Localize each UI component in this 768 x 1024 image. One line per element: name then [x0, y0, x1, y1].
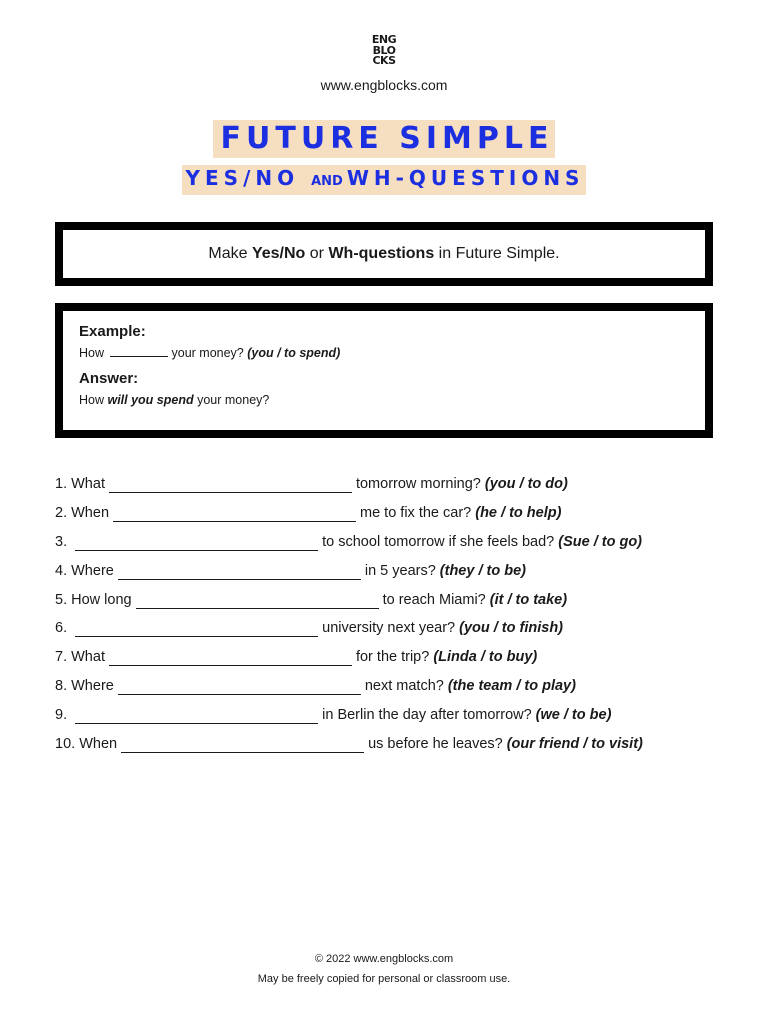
- exercise-hint: (the team / to play): [447, 677, 576, 694]
- exercise-hint: (it / to take): [489, 591, 568, 608]
- exercise-hint: (they / to be): [439, 562, 526, 579]
- exercise-row: 1. What tomorrow morning? (you / to do): [55, 476, 568, 493]
- exercise-row: 7. What for the trip? (Linda / to buy): [55, 649, 538, 666]
- answer-heading: Answer:: [79, 370, 139, 387]
- answer-blank[interactable]: [118, 562, 361, 580]
- logo-line-1: ENG: [371, 33, 397, 46]
- title-block: [0, 120, 768, 158]
- exercise-row: 3. to school tomorrow if she feels bad? (Sue / to go): [55, 533, 643, 550]
- answer-blank[interactable]: [113, 504, 356, 522]
- exercise-row: 5. How long to reach Miami? (it / to take): [55, 591, 568, 608]
- exercise-hint: (he / to help): [475, 505, 562, 522]
- exercise-row: 9. in Berlin the day after tomorrow? (we / to be): [55, 706, 612, 723]
- answer-blank[interactable]: [75, 706, 318, 724]
- page-subtitle: [182, 165, 587, 195]
- exercise-row: 2. When me to fix the car? (he / to help): [55, 505, 562, 522]
- answer-blank[interactable]: [109, 648, 352, 666]
- answer-blank[interactable]: [136, 591, 379, 609]
- answer-blank[interactable]: [75, 533, 318, 551]
- example-sentence: How your money? (you / to spend): [79, 346, 341, 360]
- answer-sentence: How will you spend your money?: [79, 393, 270, 407]
- subtitle-and: AND: [311, 174, 343, 189]
- engblocks-logo: [369, 35, 399, 67]
- example-box: [55, 303, 713, 438]
- footer-copyright: © 2022 www.engblocks.com: [314, 953, 454, 965]
- page-title: FUTURE SIMPLE: [213, 120, 556, 158]
- exercise-hint: (we / to be): [535, 706, 612, 723]
- example-heading: Example:: [79, 323, 146, 340]
- exercise-row: 8. Where next match? (the team / to play): [55, 677, 576, 694]
- exercise-row: 6. university next year? (you / to finish): [55, 620, 564, 637]
- answer-blank[interactable]: [75, 619, 318, 637]
- subtitle-part-1: YES/NO: [185, 166, 300, 190]
- logo-line-2: BLO: [372, 43, 396, 57]
- instruction-text: Make Yes/No or Wh-questions in Future Simple.: [208, 245, 560, 262]
- subtitle-block: [0, 165, 768, 195]
- example-blank: [110, 356, 168, 357]
- answer-blank[interactable]: [118, 677, 361, 695]
- footer-license: May be freely copied for personal or classroom use.: [257, 973, 511, 985]
- exercise-hint: (Linda / to buy): [433, 649, 538, 666]
- instruction-box: [55, 222, 713, 286]
- answer-blank[interactable]: [121, 735, 364, 753]
- exercise-hint: (you / to finish): [459, 620, 564, 637]
- exercise-list: [55, 470, 735, 758]
- exercise-hint: (you / to do): [484, 476, 568, 493]
- exercise-hint: (Sue / to go): [558, 533, 643, 550]
- exercise-row: 10. When us before he leaves? (our friend / to visit): [55, 735, 643, 752]
- exercise-hint: (our friend / to visit): [506, 735, 643, 752]
- exercise-row: 4. Where in 5 years? (they / to be): [55, 562, 526, 579]
- answer-blank[interactable]: [109, 475, 352, 493]
- site-url[interactable]: www.engblocks.com: [320, 77, 448, 93]
- logo-line-3: CKS: [372, 54, 396, 67]
- subtitle-part-2: WH-QUESTIONS: [346, 166, 585, 190]
